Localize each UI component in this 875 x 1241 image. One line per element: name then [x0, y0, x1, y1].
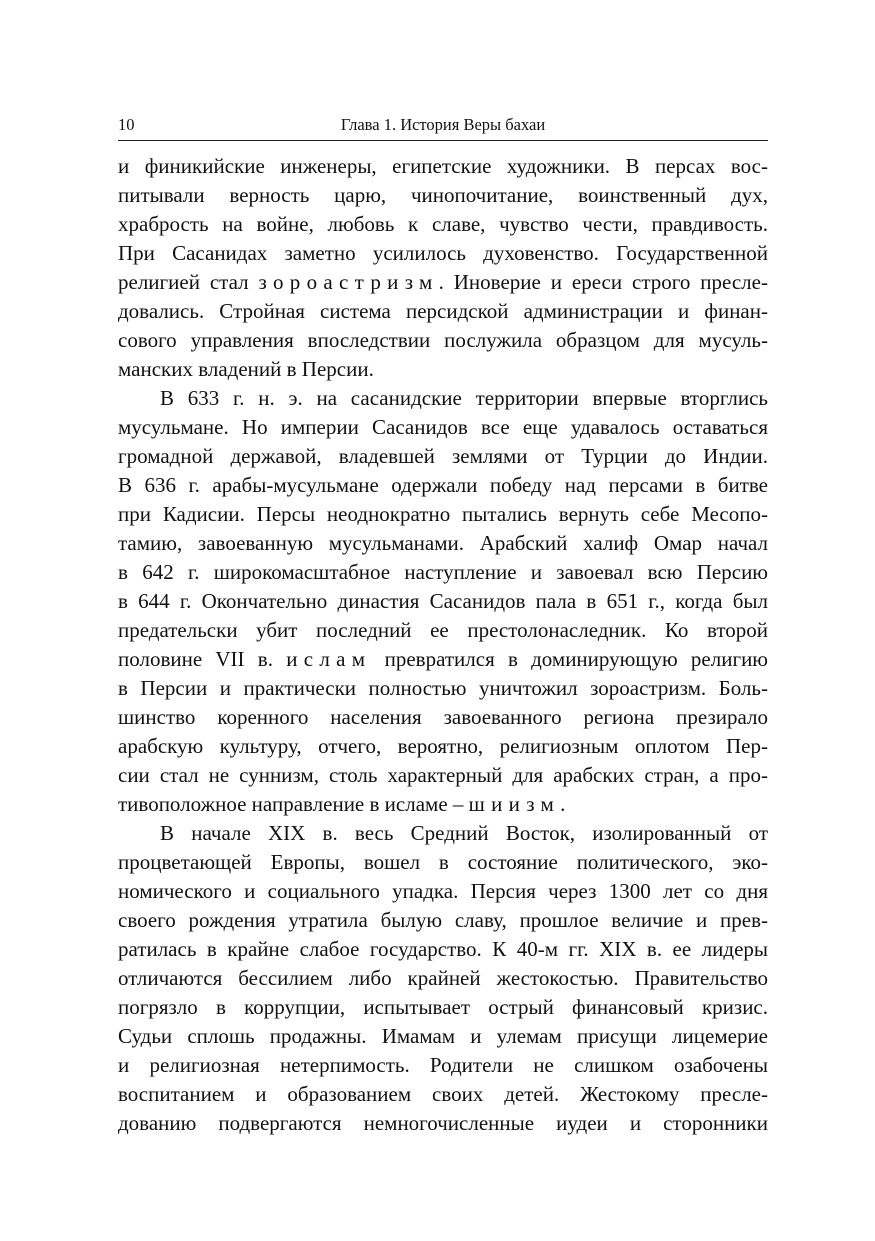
paragraph-first-line: В 633 г. н. э. на сасанидские территории впервые вторглись [160, 386, 768, 410]
text-line: Судьи сплошь продажны. Имамам и улемам присущи лицемерие [118, 1024, 768, 1048]
text-segment: религией стал [118, 270, 259, 294]
text-line: громадной державой, владевшей землями от Турции до Индии. [118, 444, 768, 468]
body-text [118, 152, 768, 1138]
text-line [118, 790, 768, 819]
text-line: довались. Стройная система персидской администрации и финан- [118, 299, 768, 323]
text-line: предательски убит последний ее престолонаследник. Ко второй [118, 618, 768, 642]
text-segment: . Иноверие и ереси строго пресле- [438, 270, 768, 294]
spaced-term-shiism: шиизм [468, 792, 561, 816]
page-number: 10 [118, 115, 135, 134]
text-line: манских владений в Персии. [118, 357, 374, 381]
text-line: сового управления впоследствии послужила образцом для мусуль- [118, 328, 768, 352]
text-line: отличаются бессилием либо крайней жестокостью. Правительство [118, 966, 768, 990]
text-line: в 642 г. широкомасштабное наступление и завоевал всю Персию [118, 560, 768, 584]
text-line: ратилась в крайне слабое государство. К 40-м гг. XIX в. ее лидеры [118, 937, 768, 961]
text-segment: . [560, 792, 566, 816]
running-header [118, 114, 768, 141]
text-line: мусульмане. Но империи Сасанидов все еще удавалось оставаться [118, 415, 768, 439]
text-line: воспитанием и образованием своих детей. Жестокому пресле- [118, 1082, 768, 1106]
text-line: дованию подвергаются немногочисленные иудеи и сторонники [118, 1111, 768, 1135]
text-line [118, 268, 768, 297]
text-line: и религиозная нетерпимость. Родители не слишком озабочены [118, 1053, 768, 1077]
text-line: и финикийские инженеры, египетские художники. В персах вос- [118, 154, 768, 178]
text-line: процветающей Европы, вошел в состояние политического, эко- [118, 850, 768, 874]
paragraph-first-line: В начале XIX в. весь Средний Восток, изолированный от [160, 821, 768, 845]
text-segment: половине VII в. [118, 647, 287, 671]
text-line: своего рождения утратила былую славу, прошлое величие и прев- [118, 908, 768, 932]
spaced-term-islam: ислам [286, 647, 372, 671]
text-line: При Сасанидах заметно усилилось духовенство. Государственной [118, 241, 768, 265]
text-line: шинство коренного населения завоеванного региона презирало [118, 705, 768, 729]
text-line [118, 645, 768, 674]
text-line: тамию, завоеванную мусульманами. Арабский халиф Омар начал [118, 531, 768, 555]
text-line: храбрость на войне, любовь к славе, чувство чести, правдивость. [118, 212, 768, 236]
text-line: В 636 г. арабы-мусульмане одержали победу над персами в битве [118, 473, 768, 497]
text-segment: превратился в доминирующую религию [371, 647, 768, 671]
text-line: питывали верность царю, чинопочитание, воинственный дух, [118, 183, 768, 207]
text-line: при Кадисии. Персы неоднократно пытались вернуть себе Месопо- [118, 502, 768, 526]
text-line: в 644 г. Окончательно династия Сасанидов пала в 651 г., когда был [118, 589, 768, 613]
text-line: погрязло в коррупции, испытывает острый финансовый кризис. [118, 995, 768, 1019]
text-line: сии стал не суннизм, столь характерный для арабских стран, а про- [118, 763, 768, 787]
text-line: арабскую культуру, отчего, вероятно, религиозным оплотом Пер- [118, 734, 768, 758]
text-line: в Персии и практически полностью уничтожил зороастризм. Боль- [118, 676, 768, 700]
spaced-term-zoroastrianism: зороастризм [258, 270, 439, 294]
text-line: номического и социального упадка. Персия через 1300 лет со дня [118, 879, 768, 903]
running-title: Глава 1. История Веры бахаи [340, 115, 546, 134]
text-segment: тивоположное направление в исламе – [118, 792, 469, 816]
